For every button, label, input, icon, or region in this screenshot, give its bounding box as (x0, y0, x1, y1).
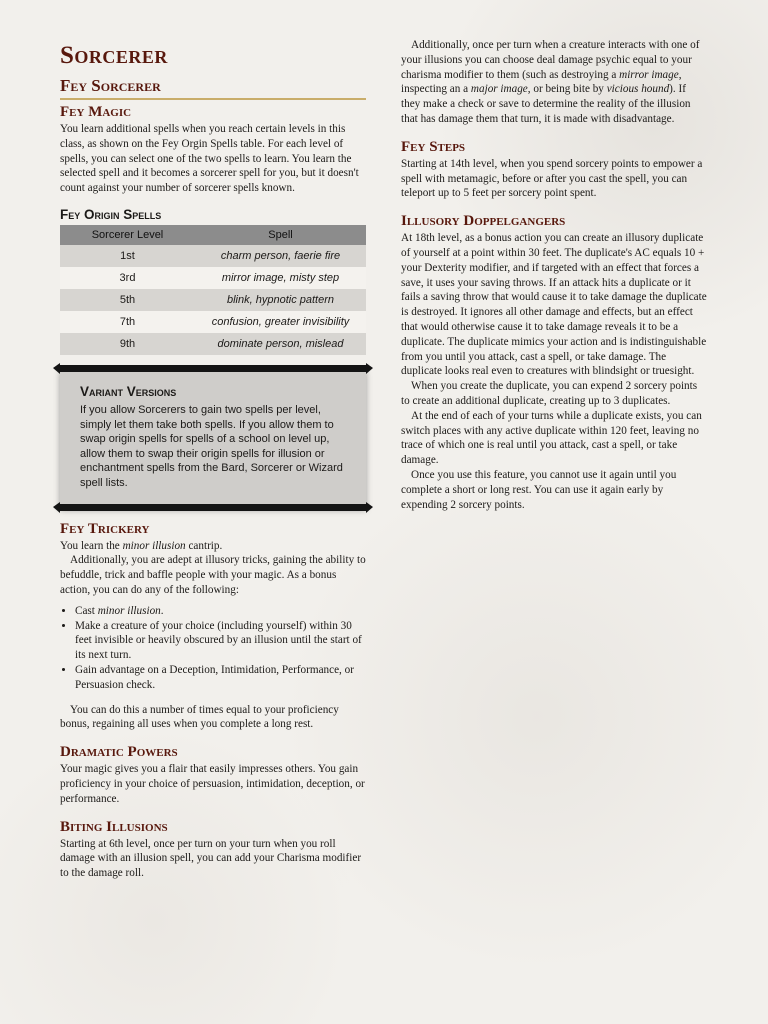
page-title: Sorcerer (60, 42, 168, 69)
subclass-heading: Fey Sorcerer (60, 76, 366, 100)
doppelgangers-recharge: Once you use this feature, you cannot use it again until you complete a short or long rest. You can use it again early by expending 2 sorcery points. (401, 468, 677, 511)
fey-magic-heading: Fey Magic (60, 104, 132, 120)
text-run: cantrip. (185, 539, 223, 552)
text-run: Cast (75, 604, 98, 617)
left-column (60, 38, 366, 881)
table-row (60, 311, 366, 333)
spell-table-title: Fey Origin Spells (60, 206, 162, 222)
doppelgangers-extra-duplicate: When you create the duplicate, you can expend 2 sorcery points to create an additional duplicate, creating up to 3 duplicates. (401, 380, 698, 407)
table-header-level: Sorcerer Level (60, 225, 195, 245)
table-row (60, 245, 366, 267)
doppelgangers-heading: Illusory Doppelgangers (401, 213, 566, 230)
right-column (401, 38, 707, 512)
note-top-bar (58, 365, 368, 372)
text-run: , inspecting an a (401, 68, 682, 96)
variant-text: If you allow Sorcerers to gain two spells per level, simply let them take both spells. If you allow them to swap origin spells for spells of a school on level up, allow them to swap their origin spells for illusion or enchantment spells from the Bard, Sorcerer or Wizard spell lists. (80, 403, 343, 489)
table-cell-spells: mirror image, misty step (195, 267, 366, 289)
table-row (60, 267, 366, 289)
table-header-row (60, 225, 366, 245)
dramatic-powers-heading: Dramatic Powers (60, 744, 178, 761)
biting-illusions-text: Starting at 6th level, once per turn on your turn when you roll damage with an illusion spell, you can add your Charisma modifier to the damage roll. (60, 837, 362, 880)
table-cell-spells: blink, hypnotic pattern (195, 289, 366, 311)
biting-illusions-continued (401, 38, 707, 127)
table-cell-spells: charm person, faerie fire (195, 245, 366, 267)
spell-name: mirror image (619, 68, 679, 81)
text-run: Additionally, once per turn when a creature interacts with one of your illusions you can choose deal damage psychic equal to your charisma modifier to them (such as destroying a (401, 39, 700, 81)
doppelgangers-switch: At the end of each of your turns while a duplicate exists, you can switch places with any active duplicate within 120 feet, leaving no trace of which one is real until you attack, cast a spell, or take damage. (401, 409, 702, 467)
list-item: • Make a creature of your choice (including yourself) within 30 feet invisible or heavily obscured by an illusion until the start of its next turn. (75, 619, 366, 663)
trickery-options-list (60, 604, 366, 693)
fey-trickery-uses: You can do this a number of times equal to your proficiency bonus, regaining all uses when you complete a long rest. (60, 703, 339, 731)
table-cell-spells: dominate person, mislead (195, 333, 366, 355)
table-cell-level: 9th (60, 333, 195, 355)
table-row (60, 333, 366, 355)
table-cell-level: 3rd (60, 267, 195, 289)
fey-trickery-text: Additionally, you are adept at illusory tricks, gaining the ability to befuddle, trick and baffle people with your magic. As a bonus action, you can do any of the following: (60, 554, 366, 596)
table-cell-spells: confusion, greater invisibility (195, 311, 366, 333)
variant-title: Variant Versions (80, 383, 177, 399)
fey-magic-text: You learn additional spells when you reach certain levels in this class, as shown on the Fey Orgin Spells table. For each level of spells, you can select one of the two spells to learn. You learn the selected spell and it becomes a sorcerer spell for you, but it doesn't count against your number of sorcerer spells known. (60, 123, 359, 195)
table-cell-level: 7th (60, 311, 195, 333)
text-run: , or being bite by (527, 83, 607, 96)
note-bottom-bar (58, 504, 368, 511)
text-run: . (160, 604, 164, 617)
list-item: • Gain advantage on a Deception, Intimidation, Performance, or Persuasion check. (75, 663, 366, 693)
text-run: You learn the (60, 539, 123, 552)
fey-steps-text: Starting at 14th level, when you spend sorcery points to empower a spell with metamagic, before or after you cast the spell, you can teleport up to 5 feet per sorcery point spent. (401, 157, 703, 200)
table-cell-level: 1st (60, 245, 195, 267)
list-item (75, 604, 366, 619)
fey-trickery-heading: Fey Trickery (60, 520, 150, 537)
spell-name: vicious hound (606, 83, 670, 96)
spell-table (60, 225, 366, 355)
text-run: ). If they make a check or save to determine the reality of the illusion that has damage them that turn, it is made with disadvantage. (401, 83, 691, 125)
fey-trickery-intro (60, 539, 366, 554)
fey-steps-heading: Fey Steps (401, 138, 466, 155)
spell-name: minor illusion (97, 604, 161, 617)
variant-note-box (60, 369, 366, 507)
doppelgangers-text: At 18th level, as a bonus action you can create an illusory duplicate of yourself at a point within 30 feet. The duplicate's AC equals 10 + your Dexterity modifier, and if targeted with an effect that forces a save, it uses your saving throws. If an attack hits a duplicate or it fails a saving throw that would cause it to take damage the duplicate is destroyed. It ignores all other damage and effects, but an effect that would otherwise cause it to take damage reveals it to be a duplicate. The duplicate mimics your action and is indistinguishable from you until you attack, cast a spell, or take damage. The duplicate looks real even to creatures with blindsight or truesight. (401, 232, 707, 378)
spell-name: major image (470, 83, 528, 96)
table-header-spell: Spell (195, 225, 366, 245)
dramatic-powers-text: Your magic gives you a flair that easily impresses others. You gain proficiency in your choice of persuasion, intimidation, deception, or performance. (60, 763, 365, 805)
table-row (60, 289, 366, 311)
spell-name: minor illusion (122, 539, 186, 552)
biting-illusions-heading: Biting Illusions (60, 818, 168, 835)
table-cell-level: 5th (60, 289, 195, 311)
